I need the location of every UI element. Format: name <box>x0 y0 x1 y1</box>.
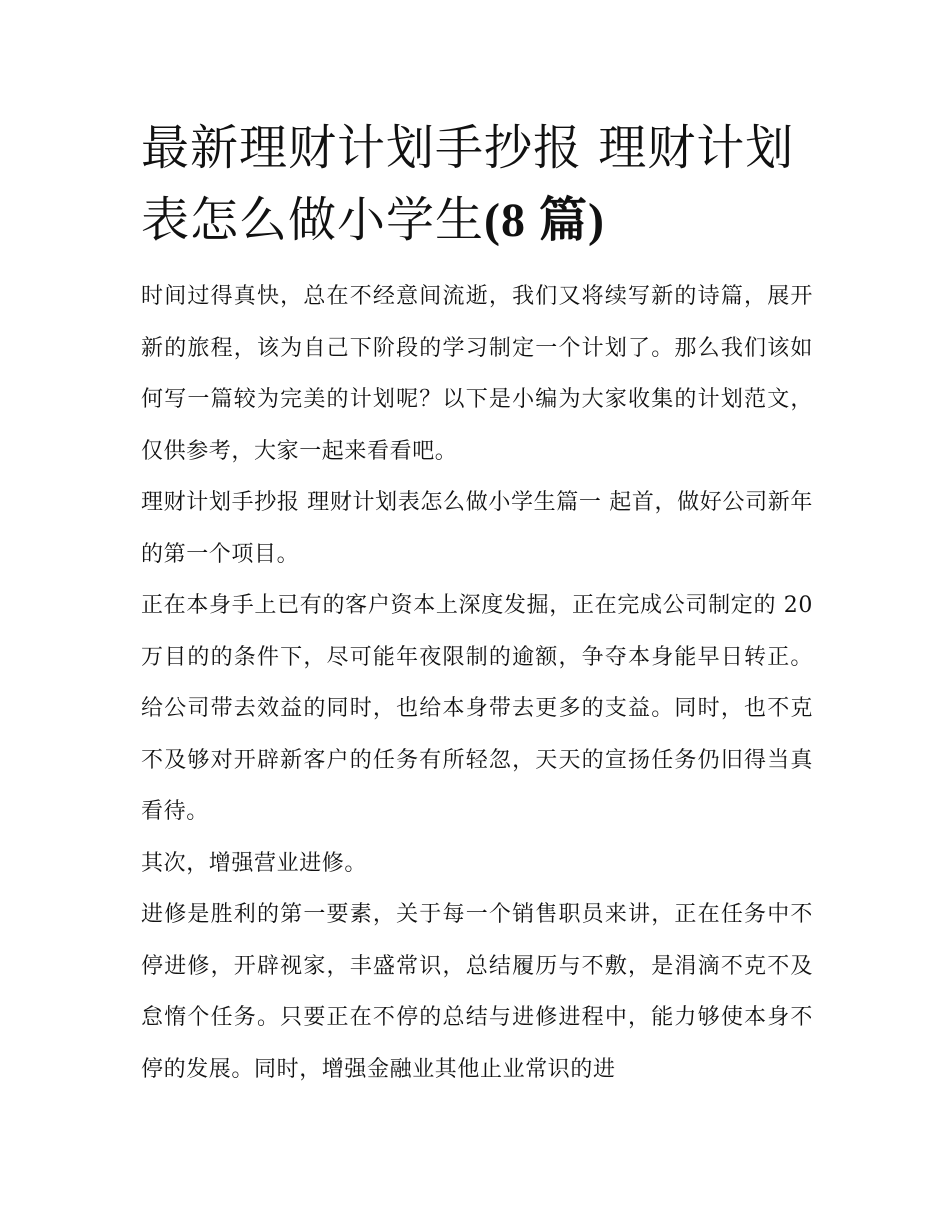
paragraph-intro: 时间过得真快，总在不经意间流逝，我们又将续写新的诗篇，展开新的旅程，该为自己下阶段的学习制定一个计划了。那么我们该如何写一篇较为完美的计划呢？以下是小编为大家收集的计划范文，仅供参考，大家一起来看看吧。 <box>141 284 813 464</box>
paragraph-section-heading: 理财计划手抄报 理财计划表怎么做小学生篇一 起首，做好公司新年的第一个项目。 <box>141 490 813 567</box>
document-title <box>141 112 813 257</box>
document-title-text: 最新理财计划手抄报 理财计划表怎么做小学生 <box>141 120 795 248</box>
paragraph-learning: 进修是胜利的第一要素，关于每一个销售职员来讲，正在任务中不停进修，开辟视家，丰盛常识，总结履历与不敷，是涓滴不克不及怠惰个任务。只要正在不停的总结与进修进程中，能力够使本身不停的发展。同时，增强金融业其他止业常识的进 <box>141 902 813 1082</box>
document-page <box>141 112 813 1095</box>
paragraph-client-resources: 正在本身手上已有的客户资本上深度发掘，正在完成公司制定的 20 万目的的条件下，尽可能年夜限制的逾额，争夺本身能早日转正。给公司带去效益的同时，也给本身带去更多的支益。同时，也不克不及够对开辟新客户的任务有所轻忽，天天的宣扬任务仍旧得当真看待。 <box>141 593 813 824</box>
paragraph-second-point: 其次，增强营业进修。 <box>141 850 368 876</box>
document-body <box>141 271 813 1095</box>
document-title-count: (8 篇) <box>484 194 605 247</box>
